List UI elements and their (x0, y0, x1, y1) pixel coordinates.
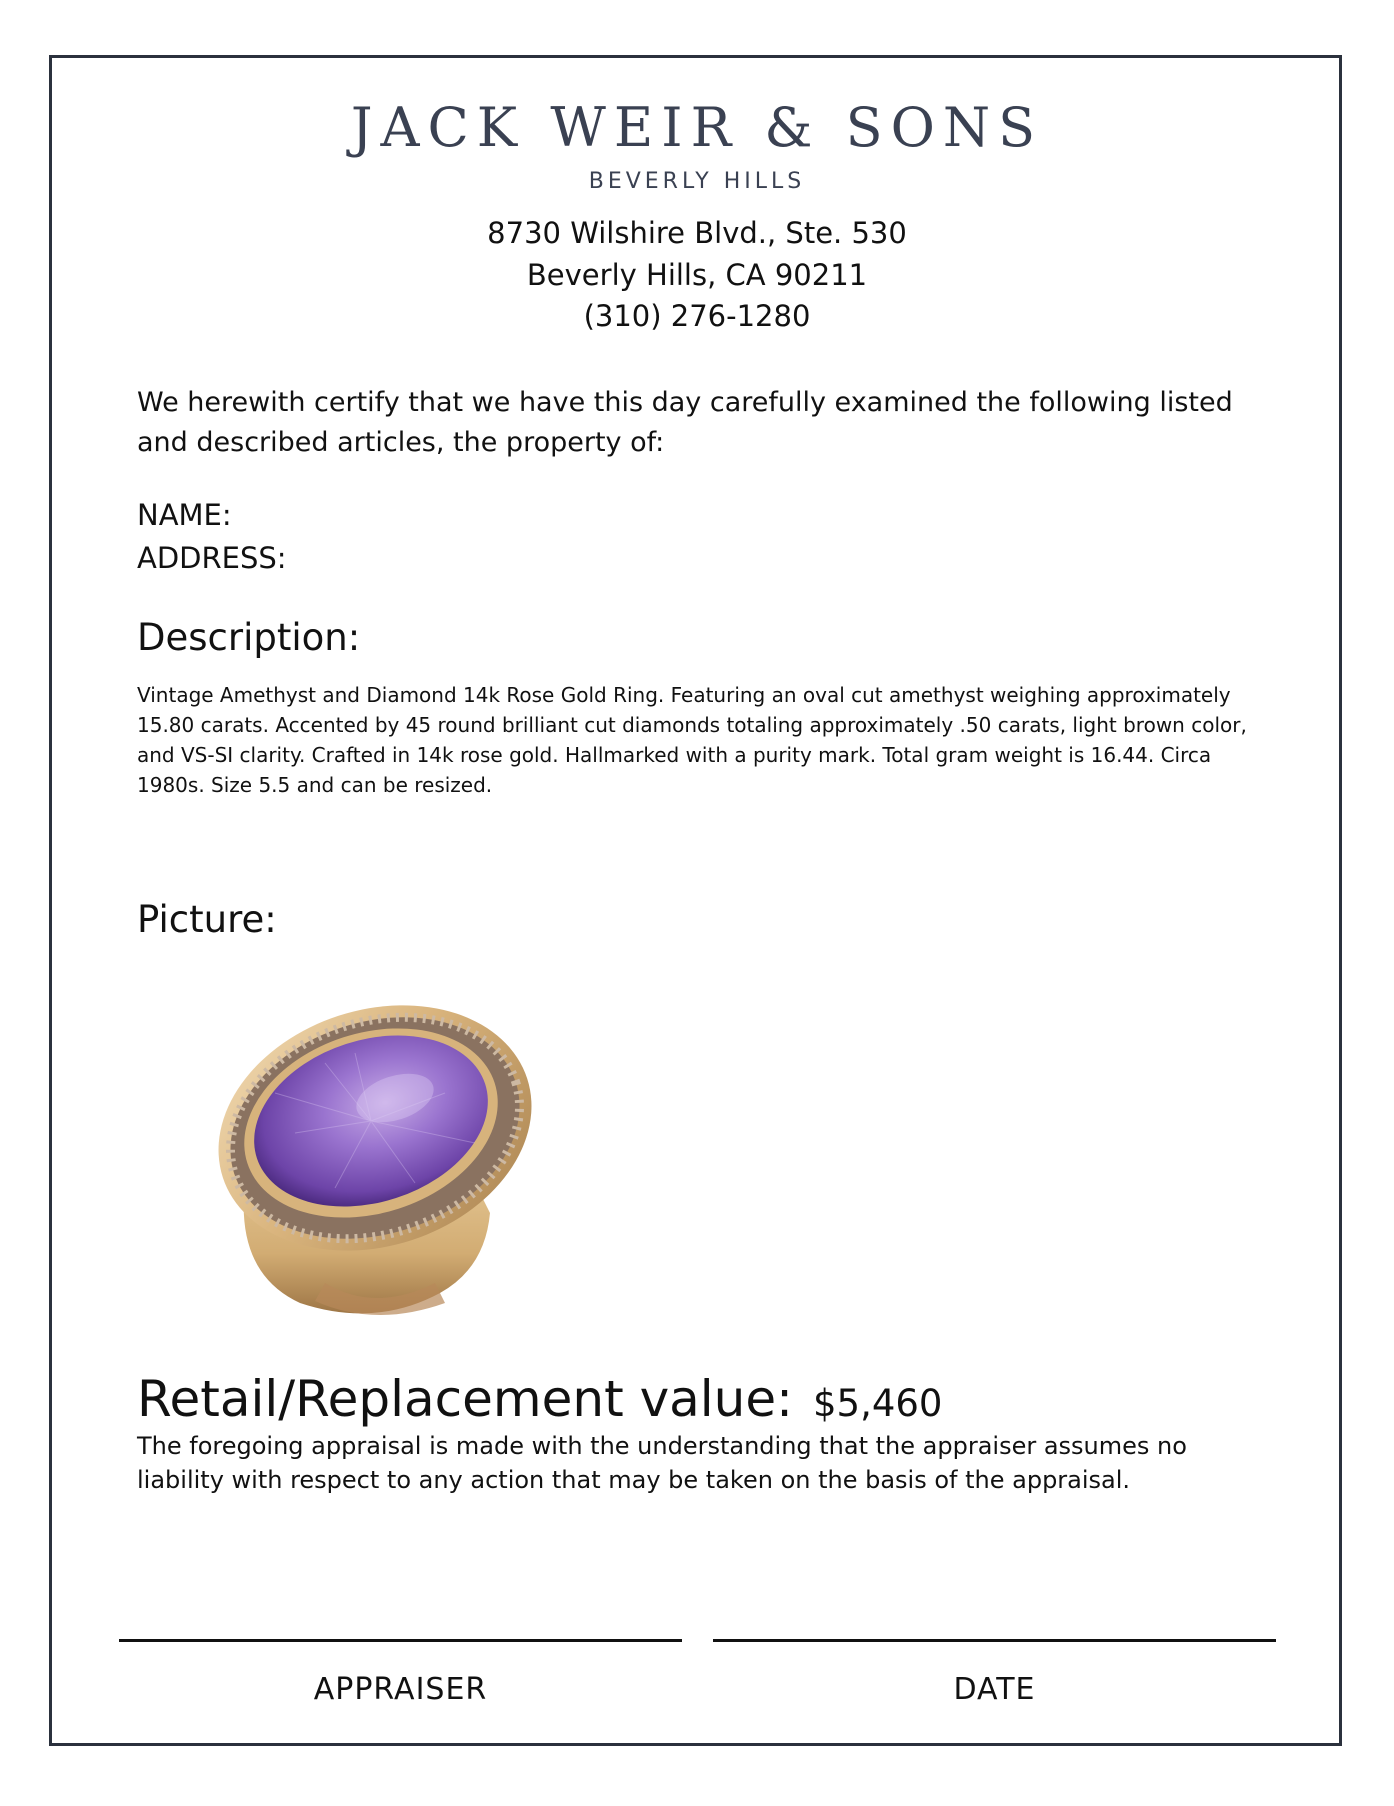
date-signature-line (713, 1639, 1276, 1642)
certification-statement: We herewith certify that we have this day carefully examined the following listed and described articles, the property of: (137, 387, 1233, 458)
address-line-1: 8730 Wilshire Blvd., Ste. 530 (487, 216, 907, 250)
address-line-2: Beverly Hills, CA 90211 (526, 258, 868, 292)
value-label: Retail/Replacement value: (137, 1370, 793, 1428)
value-amount: $5,460 (812, 1382, 943, 1425)
description-text: Vintage Amethyst and Diamond 14k Rose Gold Ring. Featuring an oval cut amethyst weighing approximately 15.80 carats. Accented by 45 round brilliant cut diamonds totaling approximately .50 carats, light brown color, and VS-SI clarity. Crafted in 14k rose gold. Hallmarked with a purity mark. Total gram weight is 16.44. Circa 1980s. Size 5.5 and can be resized. (137, 683, 1247, 797)
appraiser-label: APPRAISER (313, 1672, 488, 1707)
name-label: NAME: (137, 498, 232, 532)
value-row (137, 1368, 942, 1435)
disclaimer-text: The foregoing appraisal is made with the understanding that the appraiser assumes no liability with respect to any action that may be taken on the basis of the appraisal. (137, 1432, 1187, 1494)
description-heading: Description: (137, 616, 361, 659)
date-label: DATE (953, 1672, 1036, 1707)
address-label: ADDRESS: (137, 541, 287, 575)
phone-number: (310) 276-1280 (583, 299, 811, 333)
ring-photo (205, 983, 550, 1328)
brand-location: BEVERLY HILLS (588, 169, 806, 194)
picture-heading: Picture: (137, 898, 277, 941)
brand-name: JACK WEIR & SONS (350, 96, 1044, 159)
appraiser-signature-line (119, 1639, 682, 1642)
